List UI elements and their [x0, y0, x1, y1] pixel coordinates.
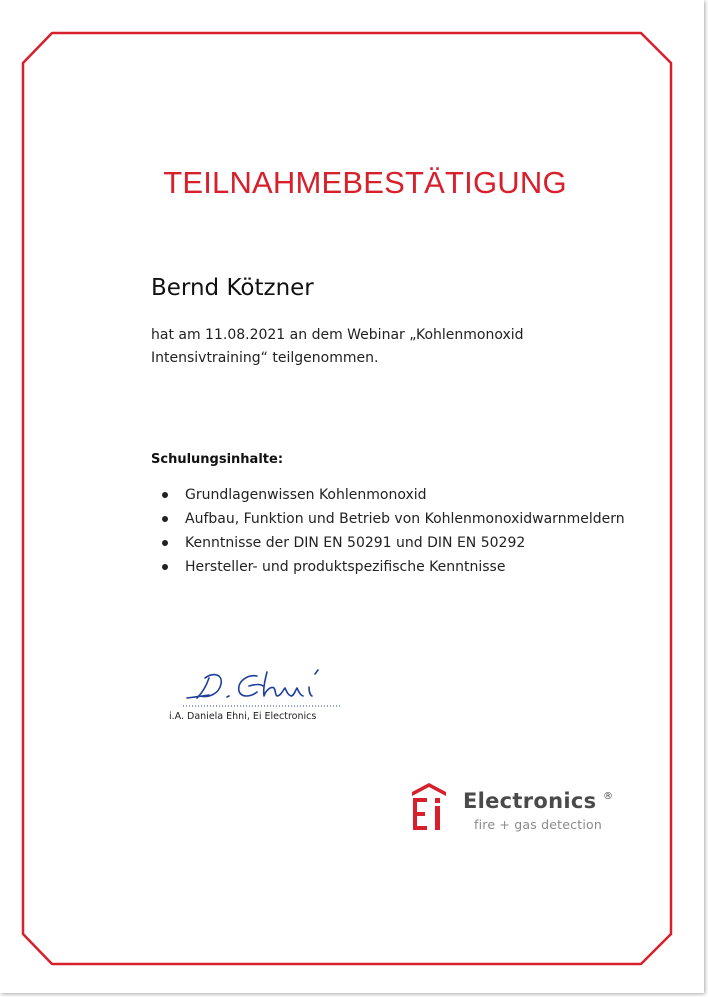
signature-caption: i.A. Daniela Ehni, Ei Electronics [169, 711, 317, 722]
statement-line-1: hat am 11.08.2021 an dem Webinar „Kohlenmonoxid [151, 327, 524, 343]
participant-name: Bernd Kötzner [151, 275, 314, 301]
topic-text: Grundlagenwissen Kohlenmonoxid [185, 487, 427, 503]
participation-statement [151, 324, 591, 370]
bullet-icon [162, 492, 168, 498]
bullet-icon [162, 540, 168, 546]
handwritten-signature [175, 664, 345, 714]
topic-text: Aufbau, Funktion und Betrieb von Kohlenmonoxidwarnmeldern [185, 511, 625, 527]
list-item [162, 485, 625, 509]
topic-text: Kenntnisse der DIN EN 50291 und DIN EN 50292 [185, 535, 526, 551]
logo-tagline: fire + gas detection [474, 817, 602, 832]
list-item [162, 509, 625, 533]
bullet-icon [162, 564, 168, 570]
bullet-icon [162, 516, 168, 522]
section-heading: Schulungsinhalte: [151, 452, 284, 467]
registered-mark: ® [603, 791, 613, 802]
certificate-title: TEILNAHMEBESTÄTIGUNG [163, 165, 567, 200]
logo-brand: Electronics [463, 789, 597, 813]
list-item [162, 557, 625, 581]
topics-list [162, 485, 625, 581]
statement-line-2: Intensivtraining“ teilgenommen. [151, 350, 379, 366]
list-item [162, 533, 625, 557]
topic-text: Hersteller- und produktspezifische Kenntnisse [185, 559, 506, 575]
